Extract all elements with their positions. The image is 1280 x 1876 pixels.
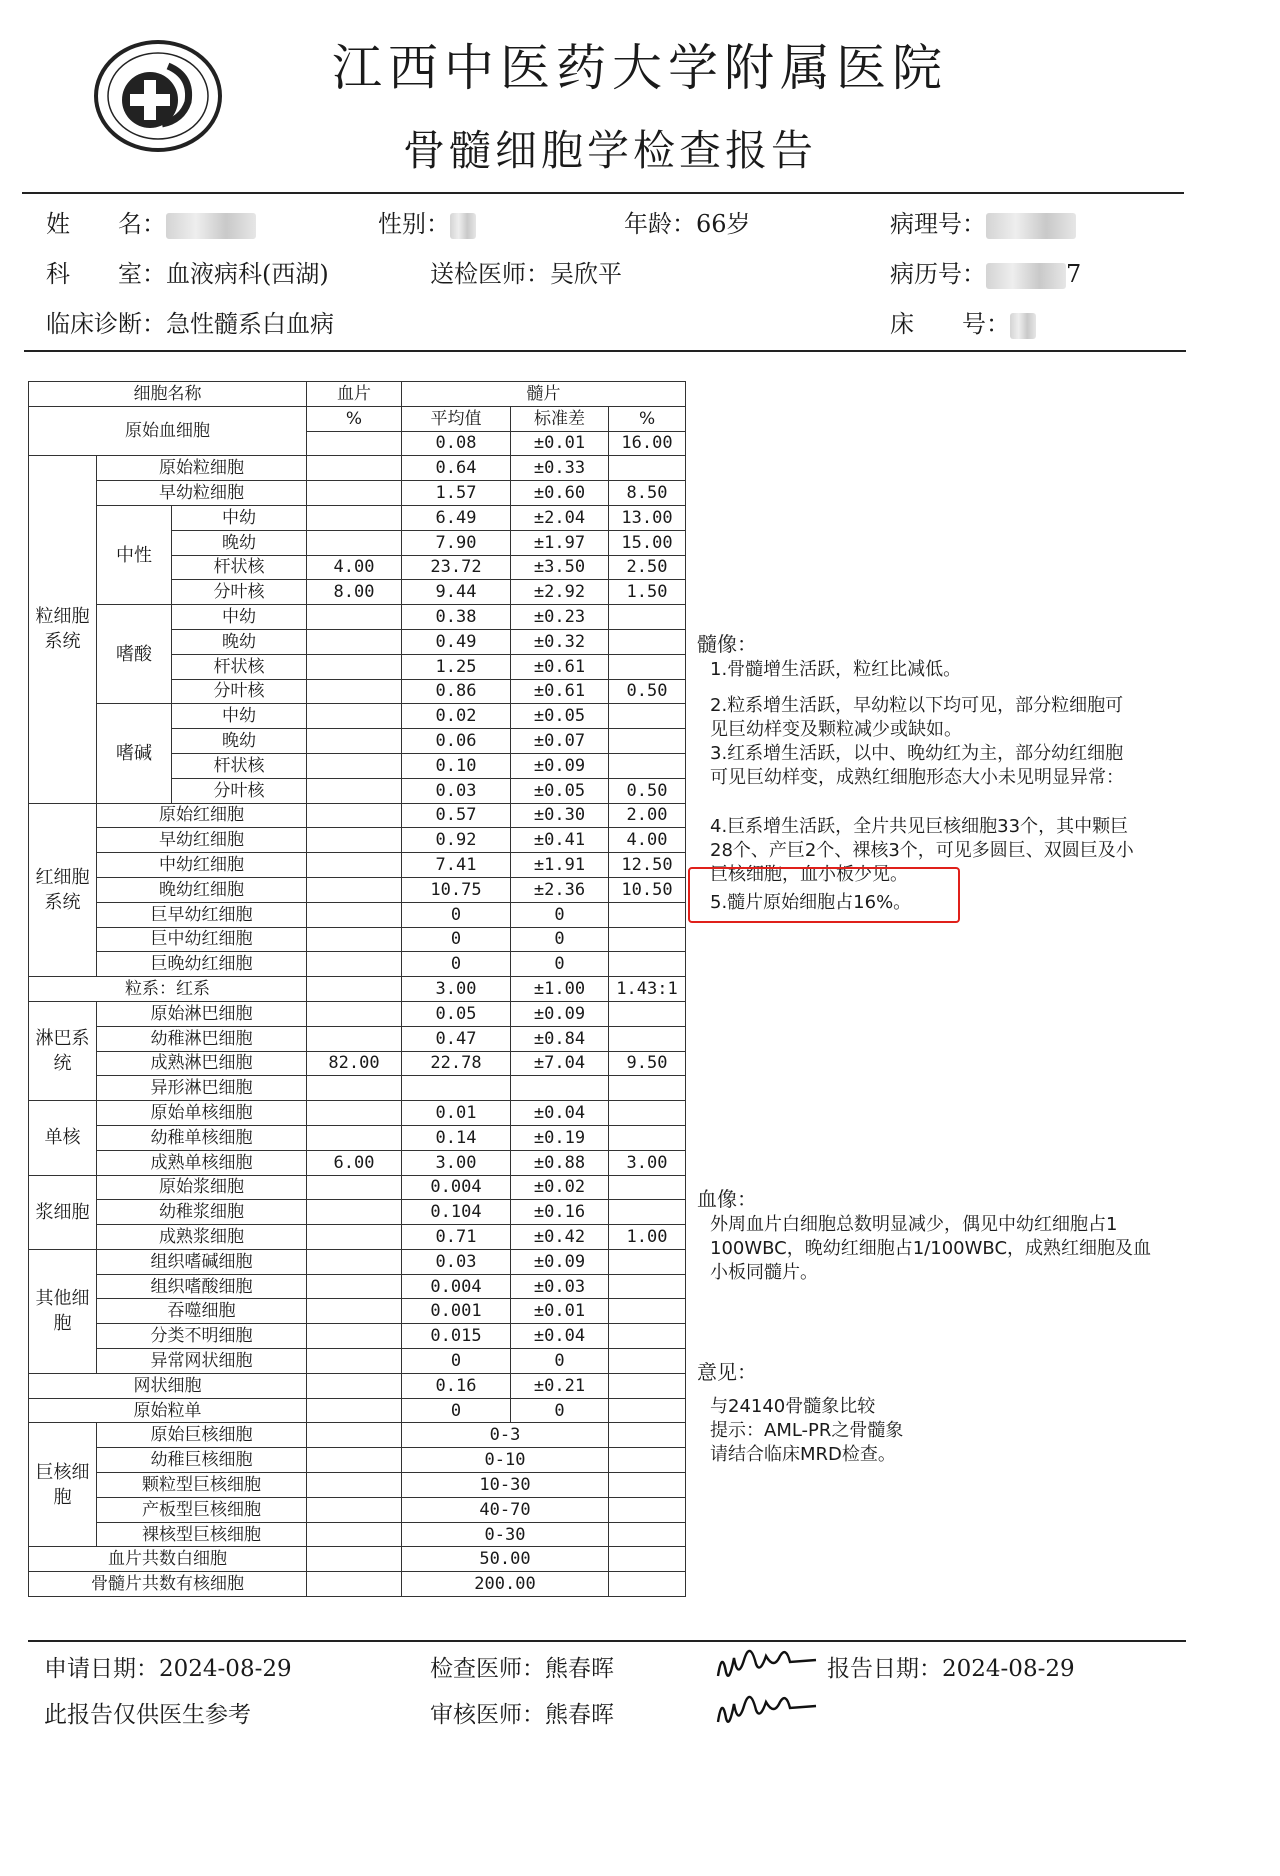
exam-signature-image xyxy=(712,1646,822,1686)
cell-sd: ±0.02 xyxy=(511,1175,609,1200)
cell-pct: 1.00 xyxy=(609,1225,686,1250)
diagnosis-value: 急性髓系白血病 xyxy=(166,310,334,338)
cell-mean: 0.49 xyxy=(402,629,511,654)
cell-sd: ±0.21 xyxy=(511,1373,609,1398)
blood-line-1: 外周血片白细胞总数明显减少，偶见中幼红细胞占1 xyxy=(710,1214,1118,1235)
cell-sd: ±0.23 xyxy=(511,605,609,630)
referring-doctor-label: 送检医师： xyxy=(430,260,550,288)
row-label: 分类不明细胞 xyxy=(97,1324,307,1349)
cell-sd: 0 xyxy=(511,927,609,952)
cell-sd: 0 xyxy=(511,1349,609,1374)
cell-mean: 23.72 xyxy=(402,555,511,580)
group-monocyte: 单核 xyxy=(29,1101,97,1175)
col-header-blood-smear: 血片 xyxy=(307,382,402,407)
table-row xyxy=(29,704,686,729)
cell-pct: 15.00 xyxy=(609,530,686,555)
hospital-name: 江西中医药大学附属医院 xyxy=(332,39,948,97)
cell-mean: 0.01 xyxy=(402,1101,511,1126)
group-other: 其他细胞 xyxy=(29,1249,97,1373)
cell-sd: ±7.04 xyxy=(511,1051,609,1076)
table-row xyxy=(29,1324,686,1349)
cell-mean: 22.78 xyxy=(402,1051,511,1076)
redacted-bed-no xyxy=(1010,313,1036,339)
row-label-ratio: 粒系：红系 xyxy=(29,977,307,1002)
referring-doctor-field xyxy=(430,254,622,289)
referring-doctor-value: 吴欣平 xyxy=(550,260,622,288)
cell-mean: 0 xyxy=(402,1398,511,1423)
row-label: 组织嗜酸细胞 xyxy=(97,1274,307,1299)
patient-divider xyxy=(24,350,1186,352)
row-label: 中幼 xyxy=(172,605,307,630)
cell-sd: ±0.05 xyxy=(511,778,609,803)
record-no-label: 病历号： xyxy=(890,260,986,288)
cell-blood: 6.00 xyxy=(307,1150,402,1175)
col-header-mean: 平均值 xyxy=(402,406,511,431)
exam-doctor-value: 熊春晖 xyxy=(545,1656,614,1682)
blood-line-2: 100WBC，晚幼红细胞占1/100WBC，成熟红细胞及血 xyxy=(710,1238,1152,1259)
row-label: 中幼红细胞 xyxy=(97,853,307,878)
cell-sd: ±0.61 xyxy=(511,654,609,679)
cell-sd: ±0.09 xyxy=(511,1001,609,1026)
blood-line-3: 小板同髓片。 xyxy=(710,1262,818,1283)
row-label: 原始浆细胞 xyxy=(97,1175,307,1200)
cell-mean: 0.16 xyxy=(402,1373,511,1398)
cell-sd: ±0.42 xyxy=(511,1225,609,1250)
cell-blood: 8.00 xyxy=(307,580,402,605)
row-label: 晚幼红细胞 xyxy=(97,877,307,902)
cell-sd: ±3.50 xyxy=(511,555,609,580)
cell-mean: 0.08 xyxy=(402,431,511,456)
cell-sd: ±0.61 xyxy=(511,679,609,704)
cell-mean: 0 xyxy=(402,902,511,927)
row-label: 早幼粒细胞 xyxy=(97,481,307,506)
cell-mean: 7.41 xyxy=(402,853,511,878)
cell-mean: 0.86 xyxy=(402,679,511,704)
cell-mean: 0.64 xyxy=(402,456,511,481)
cell-mean: 0.06 xyxy=(402,729,511,754)
cell-mean: 6.49 xyxy=(402,505,511,530)
cell-sd: ±1.00 xyxy=(511,977,609,1002)
cell-mean: 0.05 xyxy=(402,1001,511,1026)
row-label: 巨中幼红细胞 xyxy=(97,927,307,952)
table-header-row xyxy=(29,406,686,431)
table-row xyxy=(29,1497,686,1522)
table-row xyxy=(29,1249,686,1274)
table-row xyxy=(29,1125,686,1150)
table-row xyxy=(29,952,686,977)
cell-sd: ±0.09 xyxy=(511,1249,609,1274)
row-label: 网状细胞 xyxy=(29,1373,307,1398)
cell-mean: 0.004 xyxy=(402,1175,511,1200)
row-label: 早幼红细胞 xyxy=(97,828,307,853)
cell-mean: 0.03 xyxy=(402,1249,511,1274)
table-row xyxy=(29,1026,686,1051)
report-date-label: 报告日期： xyxy=(827,1656,942,1682)
row-label: 晚幼 xyxy=(172,729,307,754)
row-label: 骨髓片共数有核细胞 xyxy=(29,1572,307,1597)
cell-pct: 2.50 xyxy=(609,555,686,580)
cell-sd: ±0.60 xyxy=(511,481,609,506)
cell-range: 0-30 xyxy=(402,1522,609,1547)
col-header-cell-name: 细胞名称 xyxy=(29,382,307,407)
table-row xyxy=(29,1150,686,1175)
exam-doctor-field xyxy=(430,1650,614,1683)
table-row xyxy=(29,456,686,481)
cell-mean: 3.00 xyxy=(402,977,511,1002)
cell-count: 50.00 xyxy=(402,1547,609,1572)
cell-mean: 3.00 xyxy=(402,1150,511,1175)
cell-range: 40-70 xyxy=(402,1497,609,1522)
cell-mean: 0.47 xyxy=(402,1026,511,1051)
marrow-point-2a: 2.粒系增生活跃，早幼粒以下均可见，部分粒细胞可 xyxy=(710,695,1124,716)
cell-pct: 0.50 xyxy=(609,679,686,704)
blood-description xyxy=(710,1213,1200,1285)
review-doctor-value: 熊春晖 xyxy=(545,1702,614,1728)
table-row xyxy=(29,902,686,927)
cell-range: 0-10 xyxy=(402,1448,609,1473)
cell-blood: 4.00 xyxy=(307,555,402,580)
table-row xyxy=(29,1299,686,1324)
redacted-pathology-no xyxy=(986,213,1076,239)
cell-pct: 9.50 xyxy=(609,1051,686,1076)
footer-divider xyxy=(28,1640,1186,1642)
cell-count: 200.00 xyxy=(402,1572,609,1597)
redacted-record-no xyxy=(986,263,1066,289)
row-label-blast: 原始血细胞 xyxy=(29,406,307,456)
marrow-point-1: 1.骨髓增生活跃，粒红比减低。 xyxy=(710,659,962,680)
row-label: 幼稚巨核细胞 xyxy=(97,1448,307,1473)
cell-mean: 0 xyxy=(402,1349,511,1374)
report-date-value: 2024-08-29 xyxy=(942,1656,1075,1682)
record-no-field xyxy=(890,254,1081,289)
diagnosis-field xyxy=(46,304,334,339)
redacted-sex xyxy=(450,213,476,239)
table-row xyxy=(29,481,686,506)
group-erythroid: 红细胞系统 xyxy=(29,803,97,977)
cell-mean: 10.75 xyxy=(402,877,511,902)
patient-age-field xyxy=(624,204,751,239)
cell-sd: ±0.01 xyxy=(511,1299,609,1324)
cell-blood: 82.00 xyxy=(307,1051,402,1076)
row-label: 分叶核 xyxy=(172,679,307,704)
patient-sex-label: 性别： xyxy=(378,210,450,238)
col-header-marrow-pct: % xyxy=(609,406,686,431)
col-header-marrow-smear: 髓片 xyxy=(402,382,686,407)
table-row xyxy=(29,1522,686,1547)
row-label: 吞噬细胞 xyxy=(97,1299,307,1324)
row-label: 原始单核细胞 xyxy=(97,1101,307,1126)
cell-mean: 0.03 xyxy=(402,778,511,803)
marrow-point-3a: 3.红系增生活跃，以中、晚幼红为主，部分幼红细胞 xyxy=(710,743,1124,764)
disclaimer-note: 此报告仅供医生参考 xyxy=(44,1702,251,1728)
review-doctor-label: 审核医师： xyxy=(430,1702,545,1728)
row-label: 颗粒型巨核细胞 xyxy=(97,1473,307,1498)
patient-sex-field xyxy=(378,204,476,239)
patient-age-label: 年龄： xyxy=(624,210,696,238)
row-label: 幼稚浆细胞 xyxy=(97,1200,307,1225)
table-row xyxy=(29,1051,686,1076)
row-label: 裸核型巨核细胞 xyxy=(97,1522,307,1547)
cell-sd: ±0.88 xyxy=(511,1150,609,1175)
row-label: 晚幼 xyxy=(172,530,307,555)
table-row xyxy=(29,853,686,878)
marrow-point-4b: 28个、产巨2个、裸核3个，可见多圆巨、双圆巨及小 xyxy=(710,840,1134,861)
opinion-line-3: 请结合临床MRD检查。 xyxy=(710,1444,896,1465)
table-header-row xyxy=(29,382,686,407)
cell-mean: 0.02 xyxy=(402,704,511,729)
exam-doctor-label: 检查医师： xyxy=(430,1656,545,1682)
cell-mean: 0.015 xyxy=(402,1324,511,1349)
cell-pct: 8.50 xyxy=(609,481,686,506)
row-label: 幼稚淋巴细胞 xyxy=(97,1026,307,1051)
apply-date-label: 申请日期： xyxy=(44,1656,159,1682)
group-granulocyte: 粒细胞系统 xyxy=(29,456,97,803)
pathology-no-field xyxy=(890,204,1076,239)
table-row xyxy=(29,877,686,902)
cell-sd: 0 xyxy=(511,902,609,927)
row-label: 成熟淋巴细胞 xyxy=(97,1051,307,1076)
cell-sd: ±0.30 xyxy=(511,803,609,828)
cell-sd: ±2.04 xyxy=(511,505,609,530)
row-label: 组织嗜碱细胞 xyxy=(97,1249,307,1274)
cell-mean: 0.10 xyxy=(402,753,511,778)
cell-sd: ±0.09 xyxy=(511,753,609,778)
cell-mean: 1.57 xyxy=(402,481,511,506)
cell-mean: 1.25 xyxy=(402,654,511,679)
cell-sd: ±0.01 xyxy=(511,431,609,456)
subgroup-neutrophil: 中性 xyxy=(97,505,172,604)
table-row xyxy=(29,828,686,853)
row-label: 巨早幼红细胞 xyxy=(97,902,307,927)
table-row xyxy=(29,1001,686,1026)
cell-mean: 0.71 xyxy=(402,1225,511,1250)
cell-sd: ±1.91 xyxy=(511,853,609,878)
cell-mean: 9.44 xyxy=(402,580,511,605)
table-row xyxy=(29,977,686,1002)
table-row xyxy=(29,1274,686,1299)
cell-sd: ±0.84 xyxy=(511,1026,609,1051)
cell-range: 10-30 xyxy=(402,1473,609,1498)
row-label: 中幼 xyxy=(172,505,307,530)
cell-range: 0-3 xyxy=(402,1423,609,1448)
cell-pct: 1.50 xyxy=(609,580,686,605)
table-row xyxy=(29,605,686,630)
table-row xyxy=(29,1572,686,1597)
cell-pct: 4.00 xyxy=(609,828,686,853)
table-row xyxy=(29,1398,686,1423)
table-row xyxy=(29,1175,686,1200)
cell-mean: 0.92 xyxy=(402,828,511,853)
cell-mean: 0 xyxy=(402,952,511,977)
bed-no-label: 床 号： xyxy=(890,310,1010,338)
table-row xyxy=(29,1547,686,1572)
row-label: 幼稚单核细胞 xyxy=(97,1125,307,1150)
row-label: 异常网状细胞 xyxy=(97,1349,307,1374)
bed-no-field xyxy=(890,304,1036,339)
review-doctor-field xyxy=(430,1696,614,1729)
header-divider xyxy=(22,192,1184,194)
cell-sd: ±0.32 xyxy=(511,629,609,654)
opinion-heading: 意见： xyxy=(697,1360,757,1384)
review-signature-image xyxy=(712,1692,822,1732)
patient-name-label: 姓 名： xyxy=(46,210,166,238)
row-label: 巨晚幼红细胞 xyxy=(97,952,307,977)
group-lymphoid: 淋巴系统 xyxy=(29,1001,97,1100)
redacted-name xyxy=(166,213,256,239)
row-label: 原始红细胞 xyxy=(97,803,307,828)
col-header-sd: 标准差 xyxy=(511,406,609,431)
table-row xyxy=(29,927,686,952)
row-label: 杆状核 xyxy=(172,753,307,778)
table-row xyxy=(29,1448,686,1473)
table-row xyxy=(29,1225,686,1250)
cell-sd: ±2.36 xyxy=(511,877,609,902)
highlight-box xyxy=(688,867,960,923)
group-plasma: 浆细胞 xyxy=(29,1175,97,1249)
cell-sd: ±0.04 xyxy=(511,1324,609,1349)
row-label: 分叶核 xyxy=(172,580,307,605)
cell-mean: 7.90 xyxy=(402,530,511,555)
opinion-line-1: 与24140骨髓象比较 xyxy=(710,1396,876,1417)
cell-pct: 10.50 xyxy=(609,877,686,902)
apply-date-value: 2024-08-29 xyxy=(159,1656,292,1682)
patient-age-value: 66岁 xyxy=(696,210,751,238)
cell-mean: 0.004 xyxy=(402,1274,511,1299)
cell-pct: 12.50 xyxy=(609,853,686,878)
cell-sd: ±1.97 xyxy=(511,530,609,555)
row-label: 血片共数白细胞 xyxy=(29,1547,307,1572)
cell-sd: ±0.33 xyxy=(511,456,609,481)
dept-value: 血液病科(西湖) xyxy=(166,260,329,288)
row-label: 晚幼 xyxy=(172,629,307,654)
report-title: 骨髓细胞学检查报告 xyxy=(402,126,817,175)
table-row xyxy=(29,1473,686,1498)
opinion-line-2: 提示：AML-PR之骨髓象 xyxy=(710,1420,904,1441)
pathology-no-label: 病理号： xyxy=(890,210,986,238)
table-row xyxy=(29,1423,686,1448)
cell-sd: 0 xyxy=(511,952,609,977)
group-megakaryocyte: 巨核细胞 xyxy=(29,1423,97,1547)
cell-sd: 0 xyxy=(511,1398,609,1423)
cell-mean: 0 xyxy=(402,927,511,952)
cell-sd: ±0.04 xyxy=(511,1101,609,1126)
cell-sd: ±0.03 xyxy=(511,1274,609,1299)
row-label: 原始巨核细胞 xyxy=(97,1423,307,1448)
marrow-heading: 髓像： xyxy=(697,632,757,656)
row-label: 异形淋巴细胞 xyxy=(97,1076,307,1101)
table-row xyxy=(29,1349,686,1374)
blood-heading: 血像： xyxy=(697,1187,757,1211)
patient-name-field xyxy=(46,204,256,239)
table-row xyxy=(29,803,686,828)
cell-sd: ±2.92 xyxy=(511,580,609,605)
cell-mean: 0.57 xyxy=(402,803,511,828)
row-label: 原始淋巴细胞 xyxy=(97,1001,307,1026)
cell-pct: 3.00 xyxy=(609,1150,686,1175)
cell-sd: ±0.07 xyxy=(511,729,609,754)
cell-sd: ±0.16 xyxy=(511,1200,609,1225)
cell-mean: 0.14 xyxy=(402,1125,511,1150)
cell-sd: ±0.41 xyxy=(511,828,609,853)
table-row xyxy=(29,1200,686,1225)
cell-pct: 16.00 xyxy=(609,431,686,456)
table-row xyxy=(29,505,686,530)
cell-mean: 0.001 xyxy=(402,1299,511,1324)
report-date-field xyxy=(827,1650,1075,1683)
cell-pct: 13.00 xyxy=(609,505,686,530)
cell-sd: ±0.05 xyxy=(511,704,609,729)
subgroup-basophil: 嗜碱 xyxy=(97,704,172,803)
subgroup-eosinophil: 嗜酸 xyxy=(97,605,172,704)
diagnosis-label: 临床诊断： xyxy=(46,310,166,338)
row-label: 中幼 xyxy=(172,704,307,729)
cell-count-table xyxy=(28,381,686,1597)
table-row xyxy=(29,1101,686,1126)
cell-pct: 0.50 xyxy=(609,778,686,803)
row-label: 杆状核 xyxy=(172,555,307,580)
row-label: 杆状核 xyxy=(172,654,307,679)
row-label: 成熟单核细胞 xyxy=(97,1150,307,1175)
marrow-point-3b: 可见巨幼样变，成熟红细胞形态大小未见明显异常： xyxy=(710,767,1124,788)
cell-sd: ±0.19 xyxy=(511,1125,609,1150)
row-label: 原始粒单 xyxy=(29,1398,307,1423)
marrow-point-4c: 巨核细胞，血小板少见。 xyxy=(710,864,908,885)
table-row xyxy=(29,1373,686,1398)
cell-pct: 2.00 xyxy=(609,803,686,828)
cell-pct: 1.43:1 xyxy=(609,977,686,1002)
row-label: 产板型巨核细胞 xyxy=(97,1497,307,1522)
record-no-tail: 7 xyxy=(1066,260,1082,288)
row-label: 分叶核 xyxy=(172,778,307,803)
row-label: 成熟浆细胞 xyxy=(97,1225,307,1250)
marrow-point-2b: 见巨幼样变及颗粒减少或缺如。 xyxy=(710,719,962,740)
cell-mean: 0.104 xyxy=(402,1200,511,1225)
row-label: 原始粒细胞 xyxy=(97,456,307,481)
dept-label: 科 室： xyxy=(46,260,166,288)
dept-field xyxy=(46,254,329,289)
marrow-point-4a: 4.巨系增生活跃，全片共见巨核细胞33个，其中颗巨 xyxy=(710,816,1129,837)
cell-mean: 0.38 xyxy=(402,605,511,630)
table-row xyxy=(29,1076,686,1101)
marrow-point-5: 5.髓片原始细胞占16%。 xyxy=(710,892,912,913)
opinion-description xyxy=(710,1395,1200,1467)
apply-date-field xyxy=(44,1650,292,1683)
col-header-blood-pct: % xyxy=(307,406,402,431)
